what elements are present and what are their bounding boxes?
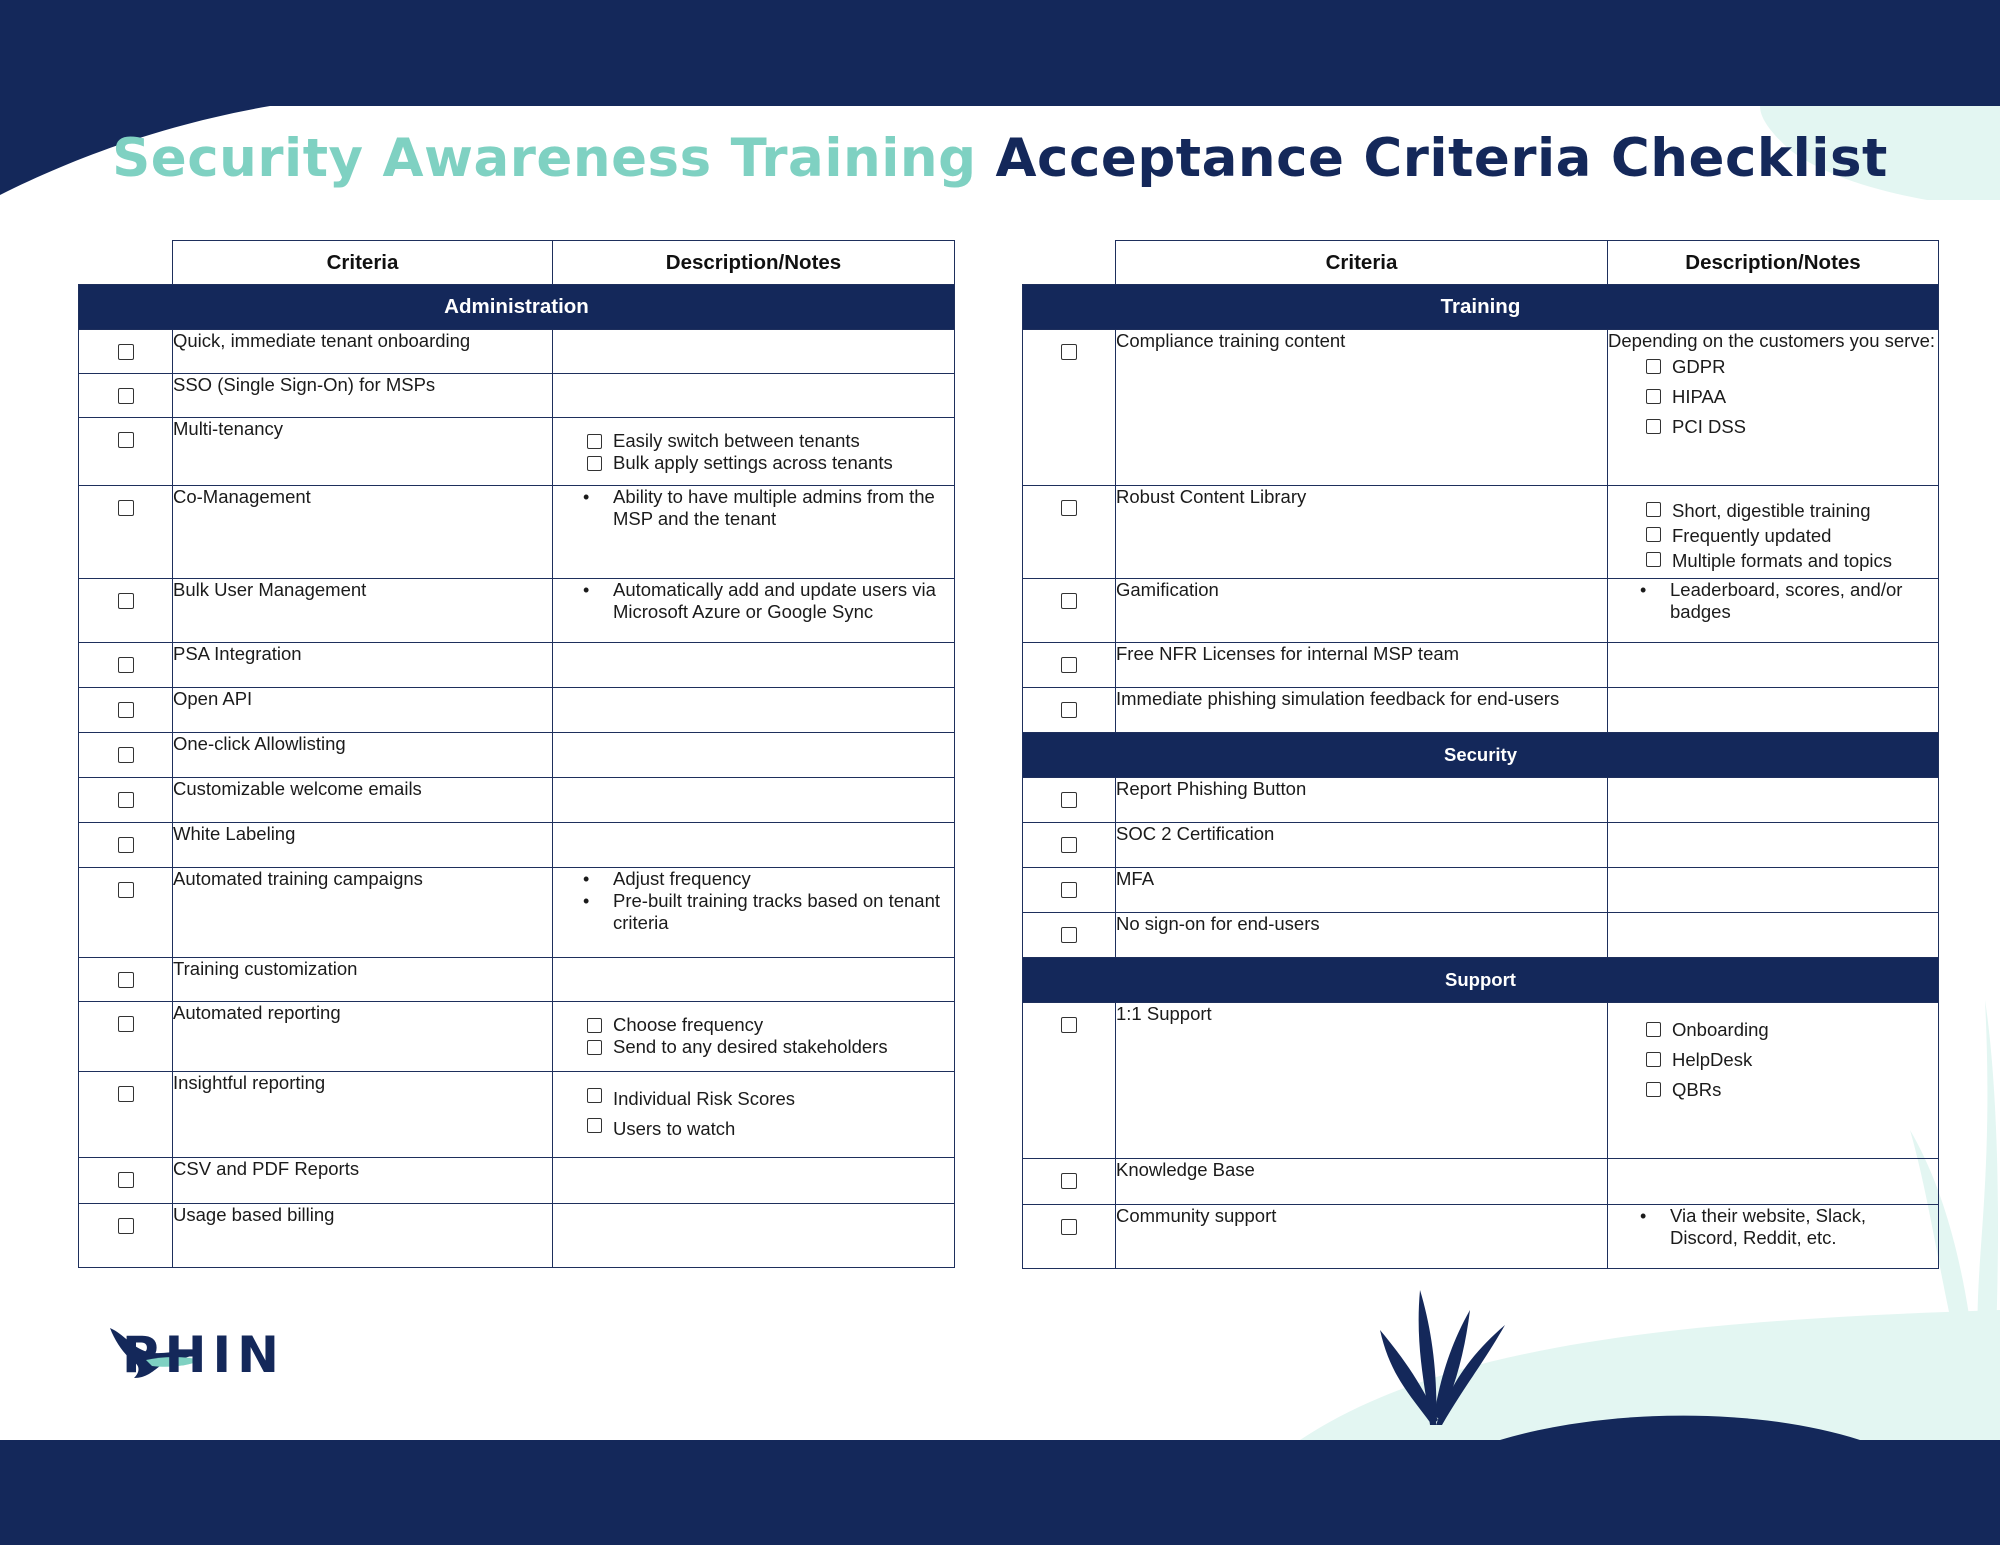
criteria-cell: No sign-on for end-users xyxy=(1116,913,1608,958)
criteria-cell: Robust Content Library xyxy=(1116,486,1608,579)
notes-cell xyxy=(553,1072,955,1158)
criteria-header: Criteria xyxy=(173,241,553,285)
note-option: GDPR xyxy=(1652,352,1938,382)
checkbox[interactable] xyxy=(587,1088,602,1103)
criteria-cell: Community support xyxy=(1116,1205,1608,1269)
checkbox[interactable] xyxy=(1061,1173,1077,1189)
criteria-cell: SOC 2 Certification xyxy=(1116,823,1608,868)
notes-cell xyxy=(553,579,955,643)
criteria-cell: Free NFR Licenses for internal MSP team xyxy=(1116,643,1608,688)
checkbox[interactable] xyxy=(1646,1022,1661,1037)
logo-wordmark: PHIN xyxy=(122,1326,285,1384)
checkbox[interactable] xyxy=(1646,359,1661,374)
checkbox[interactable] xyxy=(1646,389,1661,404)
footer-band xyxy=(0,1280,2000,1545)
note-option: HIPAA xyxy=(1652,382,1938,412)
checkbox[interactable] xyxy=(1646,502,1661,517)
checkbox[interactable] xyxy=(118,432,134,448)
criteria-cell: Report Phishing Button xyxy=(1116,778,1608,823)
page-title xyxy=(0,128,2000,189)
section-training: Training xyxy=(1023,285,1939,330)
criteria-header: Criteria xyxy=(1116,241,1608,285)
checkbox[interactable] xyxy=(118,1218,134,1234)
section-support: Support xyxy=(1023,958,1939,1003)
checkbox[interactable] xyxy=(1061,882,1077,898)
checkbox[interactable] xyxy=(1646,1082,1661,1097)
checkbox[interactable] xyxy=(118,747,134,763)
notes-cell xyxy=(553,868,955,958)
checkbox[interactable] xyxy=(1061,837,1077,853)
checkbox[interactable] xyxy=(1646,552,1661,567)
notes-cell xyxy=(1608,579,1939,643)
criteria-cell: Insightful reporting xyxy=(173,1072,553,1158)
note-bullet: • Automatically add and update users via Microsoft Azure or Google Sync xyxy=(613,579,954,623)
seaweed-icon xyxy=(1370,1285,1510,1425)
criteria-cell: 1:1 Support xyxy=(1116,1003,1608,1159)
note-option: Onboarding xyxy=(1652,1015,1938,1045)
checkbox[interactable] xyxy=(118,792,134,808)
notes-cell xyxy=(1608,330,1939,486)
checkbox[interactable] xyxy=(1061,500,1077,516)
criteria-cell: Open API xyxy=(173,688,553,733)
criteria-cell: Gamification xyxy=(1116,579,1608,643)
section-administration: Administration xyxy=(79,285,955,330)
checkbox[interactable] xyxy=(587,456,602,471)
notes-cell xyxy=(1608,1003,1939,1159)
notes-header: Description/Notes xyxy=(553,241,955,285)
criteria-cell: Compliance training content xyxy=(1116,330,1608,486)
note-option: Bulk apply settings across tenants xyxy=(593,452,954,474)
checkbox[interactable] xyxy=(587,1018,602,1033)
note-option: Users to watch xyxy=(593,1114,954,1144)
checkbox[interactable] xyxy=(118,972,134,988)
criteria-cell: Immediate phishing simulation feedback for end-users xyxy=(1116,688,1608,733)
note-option: QBRs xyxy=(1652,1075,1938,1105)
criteria-cell: Usage based billing xyxy=(173,1204,553,1268)
criteria-cell: SSO (Single Sign-On) for MSPs xyxy=(173,374,553,418)
note-bullet: • Leaderboard, scores, and/or badges xyxy=(1670,579,1938,623)
checkbox[interactable] xyxy=(118,500,134,516)
checkbox[interactable] xyxy=(118,702,134,718)
criteria-cell: MFA xyxy=(1116,868,1608,913)
checkbox[interactable] xyxy=(118,657,134,673)
checkbox[interactable] xyxy=(1061,702,1077,718)
criteria-cell: Bulk User Management xyxy=(173,579,553,643)
criteria-cell: Knowledge Base xyxy=(1116,1159,1608,1205)
note-option: Frequently updated xyxy=(1652,523,1938,548)
notes-cell xyxy=(553,486,955,579)
notes-cell xyxy=(553,1002,955,1072)
checkbox[interactable] xyxy=(1061,593,1077,609)
criteria-cell: Training customization xyxy=(173,958,553,1002)
checkbox[interactable] xyxy=(1646,419,1661,434)
checkbox[interactable] xyxy=(1061,792,1077,808)
criteria-cell: White Labeling xyxy=(173,823,553,868)
notes-cell xyxy=(1608,1205,1939,1269)
note-option: Easily switch between tenants xyxy=(593,430,954,452)
note-option: Short, digestible training xyxy=(1652,498,1938,523)
criteria-cell: Customizable welcome emails xyxy=(173,778,553,823)
training-security-support-table xyxy=(1022,240,1939,1269)
note-option: HelpDesk xyxy=(1652,1045,1938,1075)
checkbox[interactable] xyxy=(587,434,602,449)
checkbox[interactable] xyxy=(587,1040,602,1055)
checkbox[interactable] xyxy=(1061,1219,1077,1235)
criteria-cell: Automated training campaigns xyxy=(173,868,553,958)
note-bullet: • Pre-built training tracks based on tenant criteria xyxy=(613,890,954,934)
checkbox[interactable] xyxy=(118,837,134,853)
checkbox[interactable] xyxy=(118,593,134,609)
checkbox[interactable] xyxy=(1646,1052,1661,1067)
note-option: Choose frequency xyxy=(593,1014,954,1036)
criteria-cell: CSV and PDF Reports xyxy=(173,1158,553,1204)
note-option: PCI DSS xyxy=(1652,412,1938,442)
criteria-cell: Co-Management xyxy=(173,486,553,579)
note-bullet: • Adjust frequency xyxy=(613,868,954,890)
checkbox[interactable] xyxy=(118,1086,134,1102)
checkbox[interactable] xyxy=(1061,344,1077,360)
checkbox[interactable] xyxy=(1061,657,1077,673)
note-option: Individual Risk Scores xyxy=(593,1084,954,1114)
criteria-cell: One-click Allowlisting xyxy=(173,733,553,778)
section-security: Security xyxy=(1023,733,1939,778)
note-bullet: • Via their website, Slack, Discord, Reddit, etc. xyxy=(1670,1205,1938,1249)
administration-table xyxy=(78,240,955,1268)
notes-cell xyxy=(1608,486,1939,579)
checkbox[interactable] xyxy=(118,1172,134,1188)
checkbox[interactable] xyxy=(1646,527,1661,542)
notes-cell xyxy=(553,418,955,486)
criteria-cell: Quick, immediate tenant onboarding xyxy=(173,330,553,374)
checkbox[interactable] xyxy=(118,388,134,404)
checkbox[interactable] xyxy=(118,1016,134,1032)
checkbox[interactable] xyxy=(118,882,134,898)
criteria-cell: PSA Integration xyxy=(173,643,553,688)
criteria-cell: Multi-tenancy xyxy=(173,418,553,486)
notes-header: Description/Notes xyxy=(1608,241,1939,285)
checkbox[interactable] xyxy=(1061,927,1077,943)
criteria-cell: Automated reporting xyxy=(173,1002,553,1072)
note-option: Multiple formats and topics xyxy=(1652,548,1938,573)
checkbox[interactable] xyxy=(118,344,134,360)
title-main: Acceptance Criteria Checklist xyxy=(995,128,1888,189)
title-highlight: Security Awareness Training xyxy=(112,128,977,189)
checkbox[interactable] xyxy=(587,1118,602,1133)
note-text: Depending on the customers you serve: xyxy=(1608,330,1936,351)
note-bullet: • Ability to have multiple admins from the MSP and the tenant xyxy=(613,486,954,530)
checkbox[interactable] xyxy=(1061,1017,1077,1033)
note-option: Send to any desired stakeholders xyxy=(593,1036,954,1058)
